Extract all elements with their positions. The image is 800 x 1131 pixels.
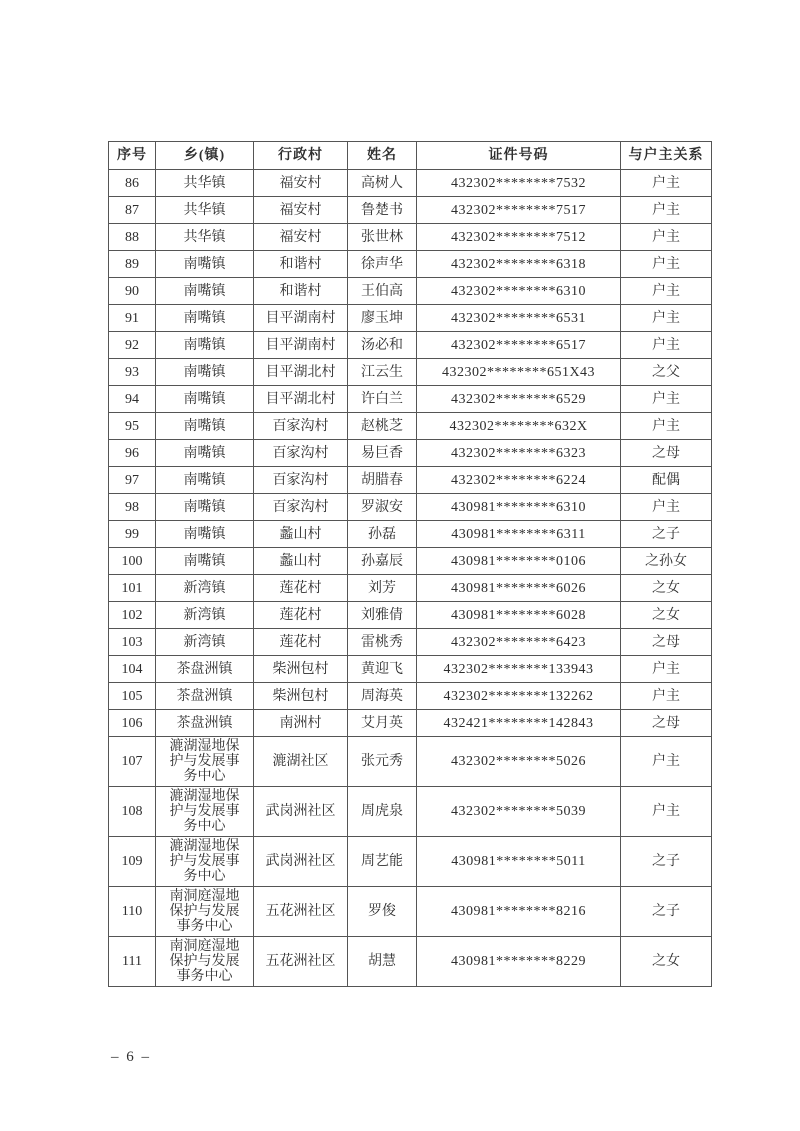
table-row: [109, 494, 712, 521]
cell-name: 孙磊: [348, 521, 417, 548]
cell-village: 柴洲包村: [254, 683, 348, 710]
table-row: [109, 710, 712, 737]
cell-name: 江云生: [348, 359, 417, 386]
cell-village: 百家沟村: [254, 440, 348, 467]
cell-village: 目平湖北村: [254, 359, 348, 386]
cell-township: 南嘴镇: [156, 440, 254, 467]
cell-relation: 之子: [621, 887, 712, 937]
cell-village: 福安村: [254, 197, 348, 224]
cell-id: 432302********6318: [417, 251, 621, 278]
cell-name: 赵桃芝: [348, 413, 417, 440]
cell-name: 徐声华: [348, 251, 417, 278]
table-row: [109, 787, 712, 837]
cell-no: 104: [109, 656, 156, 683]
cell-township: 漉湖湿地保护与发展事务中心: [156, 787, 254, 837]
cell-name: 胡腊春: [348, 467, 417, 494]
cell-township: 南嘴镇: [156, 332, 254, 359]
table-row: [109, 386, 712, 413]
cell-relation: 户主: [621, 332, 712, 359]
table-row: [109, 656, 712, 683]
cell-id: 430981********6311: [417, 521, 621, 548]
table-row: [109, 197, 712, 224]
cell-name: 罗俊: [348, 887, 417, 937]
cell-id: 430981********6028: [417, 602, 621, 629]
cell-no: 92: [109, 332, 156, 359]
cell-id: 432302********6224: [417, 467, 621, 494]
cell-id: 432302********7512: [417, 224, 621, 251]
cell-id: 430981********5011: [417, 837, 621, 887]
cell-name: 周艺能: [348, 837, 417, 887]
header-row: [109, 142, 712, 170]
cell-no: 101: [109, 575, 156, 602]
cell-no: 87: [109, 197, 156, 224]
cell-id: 430981********6026: [417, 575, 621, 602]
cell-no: 97: [109, 467, 156, 494]
cell-id: 430981********8229: [417, 937, 621, 987]
cell-name: 罗淑安: [348, 494, 417, 521]
cell-township: 共华镇: [156, 224, 254, 251]
cell-name: 周海英: [348, 683, 417, 710]
cell-village: 莲花村: [254, 629, 348, 656]
cell-id: 432302********6517: [417, 332, 621, 359]
cell-village: 五花洲社区: [254, 887, 348, 937]
cell-relation: 户主: [621, 656, 712, 683]
cell-village: 蠡山村: [254, 521, 348, 548]
cell-relation: 之父: [621, 359, 712, 386]
cell-village: 南洲村: [254, 710, 348, 737]
cell-relation: 户主: [621, 737, 712, 787]
table-row: [109, 224, 712, 251]
table-row: [109, 521, 712, 548]
cell-relation: 户主: [621, 251, 712, 278]
cell-village: 福安村: [254, 170, 348, 197]
cell-relation: 户主: [621, 278, 712, 305]
column-header-relation: 与户主关系: [621, 142, 712, 170]
column-header-village: 行政村: [254, 142, 348, 170]
cell-township: 漉湖湿地保护与发展事务中心: [156, 737, 254, 787]
cell-township: 南嘴镇: [156, 251, 254, 278]
table-row: [109, 467, 712, 494]
column-header-name: 姓名: [348, 142, 417, 170]
cell-relation: 户主: [621, 197, 712, 224]
cell-township: 新湾镇: [156, 602, 254, 629]
cell-id: 430981********6310: [417, 494, 621, 521]
cell-name: 胡慧: [348, 937, 417, 987]
cell-township: 共华镇: [156, 197, 254, 224]
cell-name: 王伯高: [348, 278, 417, 305]
cell-relation: 户主: [621, 386, 712, 413]
cell-id: 432421********142843: [417, 710, 621, 737]
cell-no: 89: [109, 251, 156, 278]
cell-name: 艾月英: [348, 710, 417, 737]
cell-no: 91: [109, 305, 156, 332]
table-row: [109, 305, 712, 332]
table-row: [109, 278, 712, 305]
cell-id: 432302********7517: [417, 197, 621, 224]
cell-name: 张元秀: [348, 737, 417, 787]
cell-township: 新湾镇: [156, 629, 254, 656]
cell-village: 莲花村: [254, 602, 348, 629]
cell-id: 432302********5039: [417, 787, 621, 837]
cell-no: 105: [109, 683, 156, 710]
cell-id: 430981********8216: [417, 887, 621, 937]
cell-id: 432302********7532: [417, 170, 621, 197]
cell-village: 和谐村: [254, 251, 348, 278]
cell-village: 目平湖南村: [254, 332, 348, 359]
table-row: [109, 887, 712, 937]
cell-relation: 之母: [621, 440, 712, 467]
cell-name: 易巨香: [348, 440, 417, 467]
page-number: – 6 –: [111, 1049, 151, 1065]
table-row: [109, 683, 712, 710]
cell-township: 共华镇: [156, 170, 254, 197]
cell-name: 刘雅倩: [348, 602, 417, 629]
cell-relation: 之母: [621, 710, 712, 737]
cell-township: 南嘴镇: [156, 467, 254, 494]
table-row: [109, 548, 712, 575]
cell-no: 103: [109, 629, 156, 656]
table-row: [109, 332, 712, 359]
table-row: [109, 440, 712, 467]
cell-no: 90: [109, 278, 156, 305]
cell-no: 109: [109, 837, 156, 887]
table-row: [109, 413, 712, 440]
roster-body: [109, 170, 712, 987]
cell-id: 432302********132262: [417, 683, 621, 710]
cell-no: 95: [109, 413, 156, 440]
cell-no: 86: [109, 170, 156, 197]
cell-township: 茶盘洲镇: [156, 710, 254, 737]
cell-township: 南嘴镇: [156, 278, 254, 305]
cell-relation: 配偶: [621, 467, 712, 494]
cell-no: 98: [109, 494, 156, 521]
table-row: [109, 629, 712, 656]
cell-township: 南嘴镇: [156, 548, 254, 575]
cell-relation: 户主: [621, 494, 712, 521]
cell-township: 南洞庭湿地保护与发展事务中心: [156, 887, 254, 937]
cell-no: 94: [109, 386, 156, 413]
cell-no: 99: [109, 521, 156, 548]
cell-township: 茶盘洲镇: [156, 656, 254, 683]
cell-relation: 之子: [621, 521, 712, 548]
cell-relation: 之女: [621, 575, 712, 602]
cell-name: 黄迎飞: [348, 656, 417, 683]
cell-village: 福安村: [254, 224, 348, 251]
cell-id: 430981********0106: [417, 548, 621, 575]
cell-name: 许白兰: [348, 386, 417, 413]
cell-village: 目平湖南村: [254, 305, 348, 332]
cell-name: 汤必和: [348, 332, 417, 359]
cell-township: 南洞庭湿地保护与发展事务中心: [156, 937, 254, 987]
cell-relation: 户主: [621, 224, 712, 251]
cell-name: 孙嘉辰: [348, 548, 417, 575]
cell-no: 102: [109, 602, 156, 629]
cell-name: 雷桃秀: [348, 629, 417, 656]
cell-id: 432302********6310: [417, 278, 621, 305]
cell-township: 茶盘洲镇: [156, 683, 254, 710]
cell-relation: 户主: [621, 305, 712, 332]
cell-no: 110: [109, 887, 156, 937]
cell-township: 南嘴镇: [156, 494, 254, 521]
cell-relation: 户主: [621, 413, 712, 440]
cell-no: 96: [109, 440, 156, 467]
cell-village: 柴洲包村: [254, 656, 348, 683]
cell-id: 432302********6529: [417, 386, 621, 413]
cell-relation: 户主: [621, 170, 712, 197]
roster-table: [108, 141, 712, 987]
cell-relation: 之女: [621, 602, 712, 629]
cell-no: 88: [109, 224, 156, 251]
cell-relation: 户主: [621, 683, 712, 710]
cell-name: 廖玉坤: [348, 305, 417, 332]
column-header-id: 证件号码: [417, 142, 621, 170]
cell-village: 武岗洲社区: [254, 837, 348, 887]
cell-relation: 之母: [621, 629, 712, 656]
cell-village: 莲花村: [254, 575, 348, 602]
cell-township: 新湾镇: [156, 575, 254, 602]
cell-village: 五花洲社区: [254, 937, 348, 987]
cell-township: 南嘴镇: [156, 413, 254, 440]
cell-village: 蠡山村: [254, 548, 348, 575]
cell-relation: 户主: [621, 787, 712, 837]
cell-village: 百家沟村: [254, 467, 348, 494]
table-row: [109, 937, 712, 987]
cell-name: 鲁楚书: [348, 197, 417, 224]
cell-id: 432302********5026: [417, 737, 621, 787]
cell-no: 100: [109, 548, 156, 575]
table-row: [109, 170, 712, 197]
table-row: [109, 575, 712, 602]
table-row: [109, 837, 712, 887]
table-row: [109, 602, 712, 629]
cell-no: 106: [109, 710, 156, 737]
cell-relation: 之女: [621, 937, 712, 987]
cell-name: 刘芳: [348, 575, 417, 602]
cell-name: 张世林: [348, 224, 417, 251]
cell-village: 武岗洲社区: [254, 787, 348, 837]
cell-name: 周虎泉: [348, 787, 417, 837]
column-header-township: 乡(镇): [156, 142, 254, 170]
cell-id: 432302********133943: [417, 656, 621, 683]
cell-no: 93: [109, 359, 156, 386]
cell-id: 432302********6323: [417, 440, 621, 467]
cell-township: 南嘴镇: [156, 386, 254, 413]
table-row: [109, 737, 712, 787]
cell-name: 高树人: [348, 170, 417, 197]
cell-id: 432302********651X43: [417, 359, 621, 386]
cell-relation: 之子: [621, 837, 712, 887]
cell-village: 目平湖北村: [254, 386, 348, 413]
cell-village: 百家沟村: [254, 494, 348, 521]
cell-no: 107: [109, 737, 156, 787]
column-header-no: 序号: [109, 142, 156, 170]
table-row: [109, 251, 712, 278]
cell-village: 和谐村: [254, 278, 348, 305]
cell-id: 432302********6423: [417, 629, 621, 656]
cell-township: 南嘴镇: [156, 359, 254, 386]
cell-no: 108: [109, 787, 156, 837]
cell-village: 漉湖社区: [254, 737, 348, 787]
cell-id: 432302********632X: [417, 413, 621, 440]
cell-township: 南嘴镇: [156, 521, 254, 548]
cell-relation: 之孙女: [621, 548, 712, 575]
cell-village: 百家沟村: [254, 413, 348, 440]
cell-no: 111: [109, 937, 156, 987]
cell-township: 漉湖湿地保护与发展事务中心: [156, 837, 254, 887]
cell-id: 432302********6531: [417, 305, 621, 332]
table-row: [109, 359, 712, 386]
cell-township: 南嘴镇: [156, 305, 254, 332]
